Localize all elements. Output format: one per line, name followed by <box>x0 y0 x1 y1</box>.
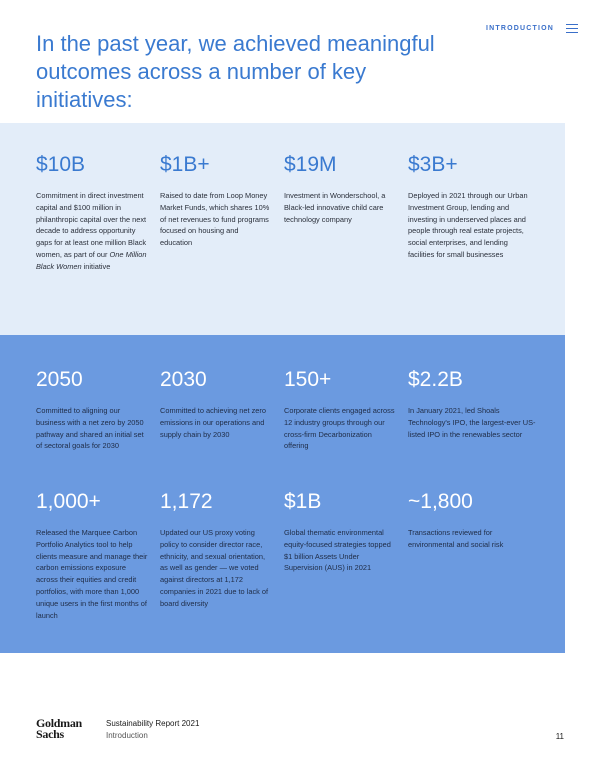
stat-value: 1,172 <box>160 490 213 513</box>
footer-section: Introduction <box>106 731 148 740</box>
initiative-name: One Million Black Women <box>36 249 147 271</box>
stat-value: 2030 <box>160 368 207 391</box>
stat-description: Investment in Wonderschool, a Black-led innovative child care technology company <box>284 191 386 224</box>
stat-card <box>284 367 408 452</box>
stat-description: Updated our US proxy voting policy to consider director race, ethnicity, and sexual orientation, as well as gender — we voted against directors at 1,172 companies in 2021 due to lack of board diversity <box>160 528 269 608</box>
stat-value: $19M <box>284 153 337 176</box>
report-title: Sustainability Report 2021 <box>106 719 200 728</box>
footer-text <box>106 718 199 742</box>
stat-description: Transactions reviewed for environmental and social risk <box>408 528 504 549</box>
stat-card <box>36 367 160 452</box>
stat-description: In January 2021, led Shoals Technology's IPO, the largest-ever US-listed IPO in the renewables sector <box>408 406 536 439</box>
stat-value: $1B <box>284 490 322 513</box>
stat-card <box>408 367 548 452</box>
stat-card <box>160 152 284 273</box>
stat-description: Released the Marquee Carbon Portfolio Analytics tool to help clients measure and manage their carbon emissions exposure across their equities and credit portfolios, with more than 1,000 unique users in the first months of launch <box>36 528 148 620</box>
stat-card <box>36 489 160 621</box>
stat-value: 150+ <box>284 368 332 391</box>
stat-value: $1B+ <box>160 153 210 176</box>
stat-value: $2.2B <box>408 368 463 391</box>
stat-card <box>160 367 284 452</box>
goldman-sachs-logo: Goldman Sachs <box>36 716 82 741</box>
stat-value: $3B+ <box>408 153 458 176</box>
stat-description: Commitment in direct investment capital and $100 million in philanthropic capital over the next decade to address opportunity gaps for at least one million Black women, as part of our One Million Black Women initiative <box>36 191 147 271</box>
stat-value: 2050 <box>36 368 83 391</box>
stat-description: Corporate clients engaged across 12 industry groups through our cross-firm Decarbonization offering <box>284 406 395 451</box>
top-navigation <box>486 24 578 33</box>
stat-card <box>408 152 548 273</box>
stats-row-3 <box>36 489 548 621</box>
hamburger-menu-icon[interactable] <box>566 24 578 33</box>
stat-description: Committed to aligning our business with a net zero by 2050 pathway and shared an initial set of sectoral goals for 2030 <box>36 406 144 451</box>
stat-description: Deployed in 2021 through our Urban Investment Group, lending and investing in underserved places and people through real estate projects, social enterprises, and lending facilities for small businesses <box>408 191 528 259</box>
stat-card <box>284 152 408 273</box>
page-footer <box>36 718 564 742</box>
stat-card <box>284 489 408 621</box>
stat-card <box>408 489 548 621</box>
section-tag[interactable]: INTRODUCTION <box>485 25 554 32</box>
stat-description: Raised to date from Loop Money Market Funds, which shares 10% of net revenues to fund programs focused on housing and education <box>160 191 270 248</box>
stat-card <box>160 489 284 621</box>
stat-description: Committed to achieving net zero emissions in our operations and supply chain by 2030 <box>160 406 266 439</box>
stat-card <box>36 152 160 273</box>
stats-row-2 <box>36 367 548 452</box>
stat-value: 1,000+ <box>36 490 101 513</box>
stat-description: Global thematic environmental equity-focused strategies topped $1 billion Assets Under Supervision (AUS) in 2021 <box>284 528 391 573</box>
stat-value: $10B <box>36 153 86 176</box>
stats-row-1 <box>36 152 548 273</box>
page-number: 11 <box>555 732 564 741</box>
page-headline: In the past year, we achieved meaningful outcomes across a number of key initiatives: <box>36 31 435 112</box>
stat-value: ~1,800 <box>408 490 473 513</box>
